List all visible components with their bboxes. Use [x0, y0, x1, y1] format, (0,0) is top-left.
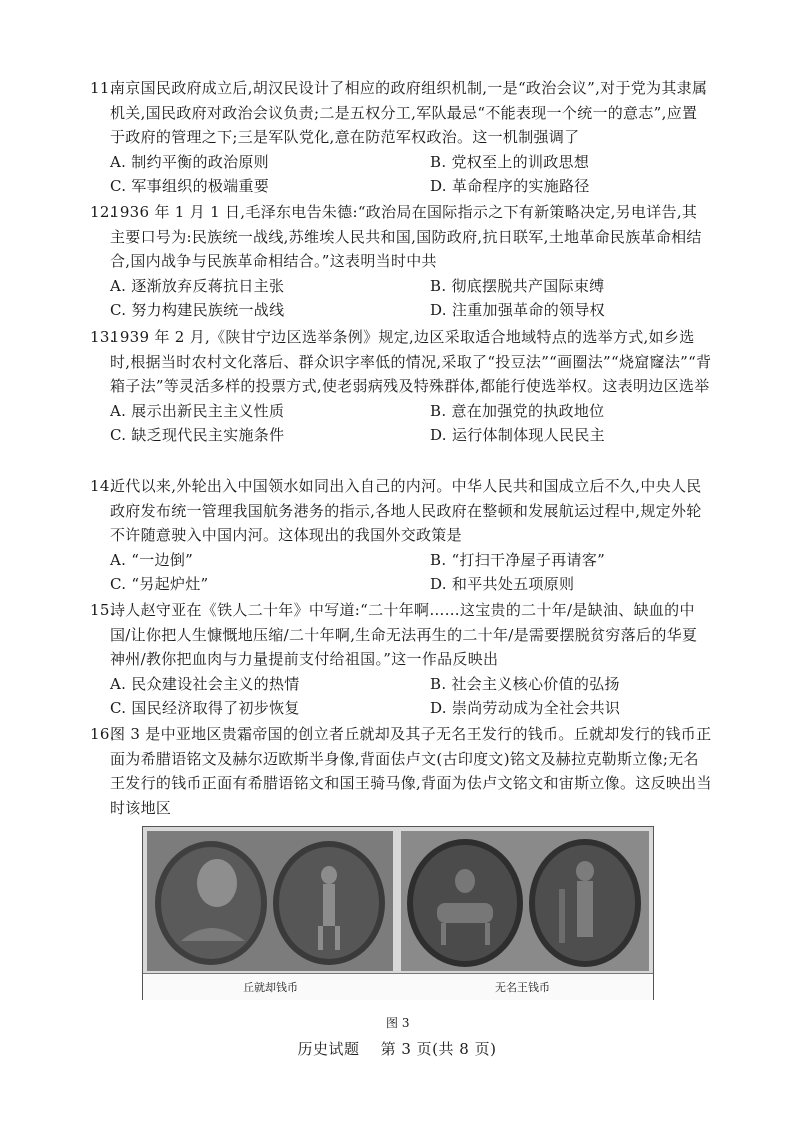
question-text: 南京国民政府成立后,胡汉民设计了相应的政府组织机制,一是“政治会议”,对于党为其隶属机关,国民政府对政治会议负责;二是五权分工,军队最忌“不能表现一个统一的意志”,应置于政府的管理之下;三是军队党化,意在防范军权政治。这一机制强调了	[110, 79, 708, 146]
question-number: 11.	[90, 79, 115, 97]
question-16	[90, 722, 712, 820]
option-b: B. “打扫干净屋子再请客”	[430, 550, 606, 569]
figure-label: 图 3	[386, 1016, 410, 1030]
question-stem	[90, 598, 712, 672]
question-13	[90, 325, 712, 448]
options	[110, 672, 712, 721]
options	[110, 150, 712, 199]
question-number: 15.	[90, 601, 115, 619]
page-footer: 历史试题 第 3 页(共 8 页)	[297, 1040, 497, 1058]
question-stem	[90, 325, 712, 399]
question-15	[90, 598, 712, 721]
question-stem	[90, 722, 712, 820]
caption-nameless-king-coin: 无名王钱币	[495, 981, 550, 994]
question-14	[90, 474, 712, 597]
question-text: 近代以来,外轮出入中国领水如同出入自己的内河。中华人民共和国成立后不久,中央人民政府发布统一管理我国航务港务的指示,各地人民政府在整顿和发展航运过程中,规定外轮不许随意驶入中国内河。这体现出的我国外交政策是	[110, 477, 702, 544]
question-text: 1936 年 1 月 1 日,毛泽东电告朱德:“政治局在国际指示之下有新策略决定,另电详告,其主要口号为:民族统一战线,苏维埃人民共和国,国防政府,抗日联军,土地革命民族革命相结合,国内战争与民族革命相结合。”这表明当时中共	[110, 203, 702, 270]
question-text: 图 3 是中亚地区贵霜帝国的创立者丘就却及其子无名王发行的钱币。丘就却发行的钱币正面为希腊语铭文及赫尔迈欧斯半身像,背面佉卢文(古印度文)铭文及赫拉克勒斯立像;无名王发行的钱币正面有希腊语铭文和国王骑马像,背面为佉卢文铭文和宙斯立像。这反映出当时该地区	[110, 725, 712, 817]
question-text: 1939 年 2 月,《陕甘宁边区选举条例》规定,边区采取适合地域特点的选举方式,如乡选时,根据当时农村文化落后、群众识字率低的情况,采取了“投豆法”“画圈法”“烧窟窿法”“背箱子法”等灵活多样的投票方式,使老弱病残及特殊群体,都能行使选举权。这表明边区选举	[110, 328, 712, 395]
kujula-coins-photo	[147, 831, 393, 971]
option-d: D. 革命程序的实施路径	[430, 177, 590, 195]
option-c: C. “另起炉灶”	[110, 575, 209, 593]
option-b: B. 意在加强党的执政地位	[430, 401, 605, 420]
option-a: A. “一边倒”	[110, 550, 194, 569]
coins-figure	[142, 826, 654, 1000]
question-number: 12.	[90, 203, 115, 221]
question-stem	[90, 200, 712, 274]
option-d: D. 运行体制体现人民民主	[430, 426, 605, 444]
nameless-king-coins-photo	[401, 831, 649, 971]
option-c: C. 军事组织的极端重要	[110, 177, 270, 195]
options	[110, 548, 712, 597]
caption-bar	[143, 973, 653, 1000]
option-b: B. 党权至上的训政思想	[430, 152, 590, 171]
question-number: 13.	[90, 328, 115, 346]
caption-kujula-coin: 丘就却钱币	[243, 981, 298, 994]
option-d: D. 注重加强革命的领导权	[430, 301, 605, 319]
option-d: D. 和平共处五项原则	[430, 575, 575, 593]
options	[110, 274, 712, 323]
option-c: C. 国民经济取得了初步恢复	[110, 699, 300, 717]
option-a: A. 展示出新民主主义性质	[110, 401, 285, 420]
option-b: B. 社会主义核心价值的弘扬	[430, 674, 620, 693]
option-a: A. 民众建设社会主义的热情	[110, 674, 300, 693]
question-number: 16.	[90, 725, 115, 743]
option-a: A. 逐渐放弃反蒋抗日主张	[110, 276, 285, 295]
option-a: A. 制约平衡的政治原则	[110, 152, 269, 171]
question-11	[90, 76, 712, 199]
option-d: D. 崇尚劳动成为全社会共识	[430, 699, 621, 717]
option-c: C. 缺乏现代民主实施条件	[110, 426, 285, 444]
question-number: 14.	[90, 477, 115, 495]
option-c: C. 努力构建民族统一战线	[110, 301, 285, 319]
question-12	[90, 200, 712, 323]
option-b: B. 彻底摆脱共产国际束缚	[430, 276, 605, 295]
options	[110, 399, 712, 448]
question-stem	[90, 474, 712, 548]
question-text: 诗人赵守亚在《铁人二十年》中写道:“二十年啊……这宝贵的二十年/是缺油、缺血的中国/让你把人生慷慨地压缩/二十年啊,生命无法再生的二十年/是需要摆脱贫穷落后的华夏神州/教你把血肉与力量提前支付给祖国。”这一作品反映出	[110, 601, 698, 668]
question-stem	[90, 76, 712, 150]
